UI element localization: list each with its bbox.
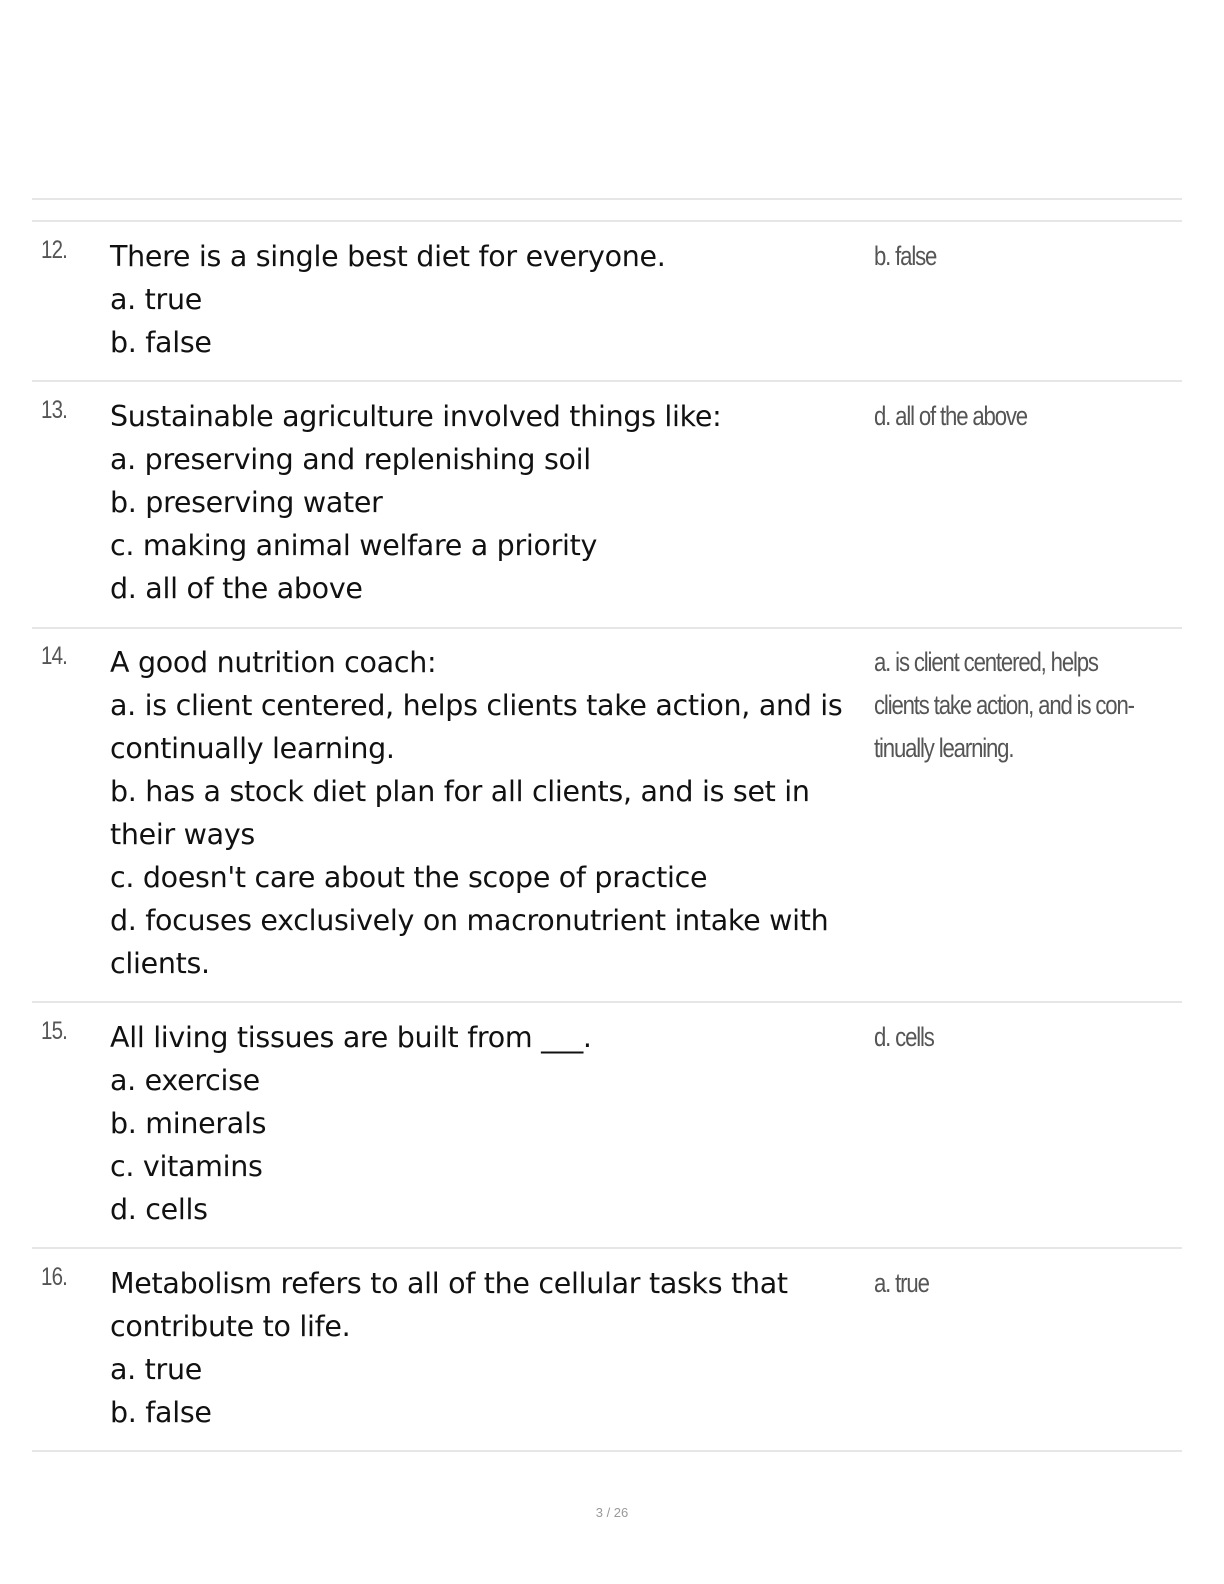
answer-line: b. false <box>874 241 937 271</box>
answer-line: d. cells <box>874 1022 934 1052</box>
question-line: Sustainable agriculture involved things like: <box>110 400 722 433</box>
option-line: b. minerals <box>110 1107 267 1140</box>
answer-line: tinually learning. <box>874 733 1014 763</box>
answer-text <box>874 1262 929 1305</box>
option-line: a. true <box>110 283 202 316</box>
header-rule-bottom <box>32 220 1182 222</box>
option-line: c. making animal welfare a priority <box>110 529 598 562</box>
answer-text <box>874 395 1027 438</box>
question-divider <box>32 1001 1182 1003</box>
question-number: 16. <box>41 1263 68 1291</box>
question-line: Metabolism refers to all of the cellular tasks that <box>110 1267 788 1300</box>
option-line: a. exercise <box>110 1064 260 1097</box>
answer-line: d. all of the above <box>874 401 1027 431</box>
option-line: b. has a stock diet plan for all clients, and is set in <box>110 775 810 808</box>
question-text <box>110 395 870 610</box>
question-text <box>110 641 870 985</box>
question-line: All living tissues are built from ___. <box>110 1021 592 1054</box>
question-divider <box>32 1450 1182 1452</box>
answer-text <box>874 1016 934 1059</box>
option-line: a. preserving and replenishing soil <box>110 443 591 476</box>
answer-text <box>874 235 936 278</box>
option-line: c. vitamins <box>110 1150 263 1183</box>
question-number: 14. <box>41 642 68 670</box>
option-line: a. is client centered, helps clients take action, and is <box>110 689 843 722</box>
option-line: b. preserving water <box>110 486 383 519</box>
answer-line: a. true <box>874 1268 929 1298</box>
option-line: d. focuses exclusively on macronutrient intake with <box>110 904 829 937</box>
question-line: contribute to life. <box>110 1310 351 1343</box>
option-line: c. doesn't care about the scope of practice <box>110 861 708 894</box>
question-text <box>110 235 870 364</box>
answer-line: clients take action, and is con- <box>874 690 1134 720</box>
question-divider <box>32 1247 1182 1249</box>
question-divider <box>32 380 1182 382</box>
option-line: clients. <box>110 947 210 980</box>
option-line: d. cells <box>110 1193 208 1226</box>
option-line: b. false <box>110 1396 212 1429</box>
option-line: d. all of the above <box>110 572 363 605</box>
answer-line: a. is client centered, helps <box>874 647 1098 677</box>
header-rule-top <box>32 198 1182 200</box>
option-line: b. false <box>110 326 212 359</box>
question-line: There is a single best diet for everyone. <box>110 240 666 273</box>
answer-text <box>874 641 1134 770</box>
option-line: a. true <box>110 1353 202 1386</box>
question-number: 13. <box>41 396 68 424</box>
question-line: A good nutrition coach: <box>110 646 437 679</box>
question-text <box>110 1262 870 1434</box>
page-indicator: 3 / 26 <box>595 1505 629 1520</box>
question-number: 12. <box>41 236 68 264</box>
option-line: their ways <box>110 818 255 851</box>
question-text <box>110 1016 870 1231</box>
option-line: continually learning. <box>110 732 395 765</box>
question-number: 15. <box>41 1017 68 1045</box>
question-divider <box>32 627 1182 629</box>
